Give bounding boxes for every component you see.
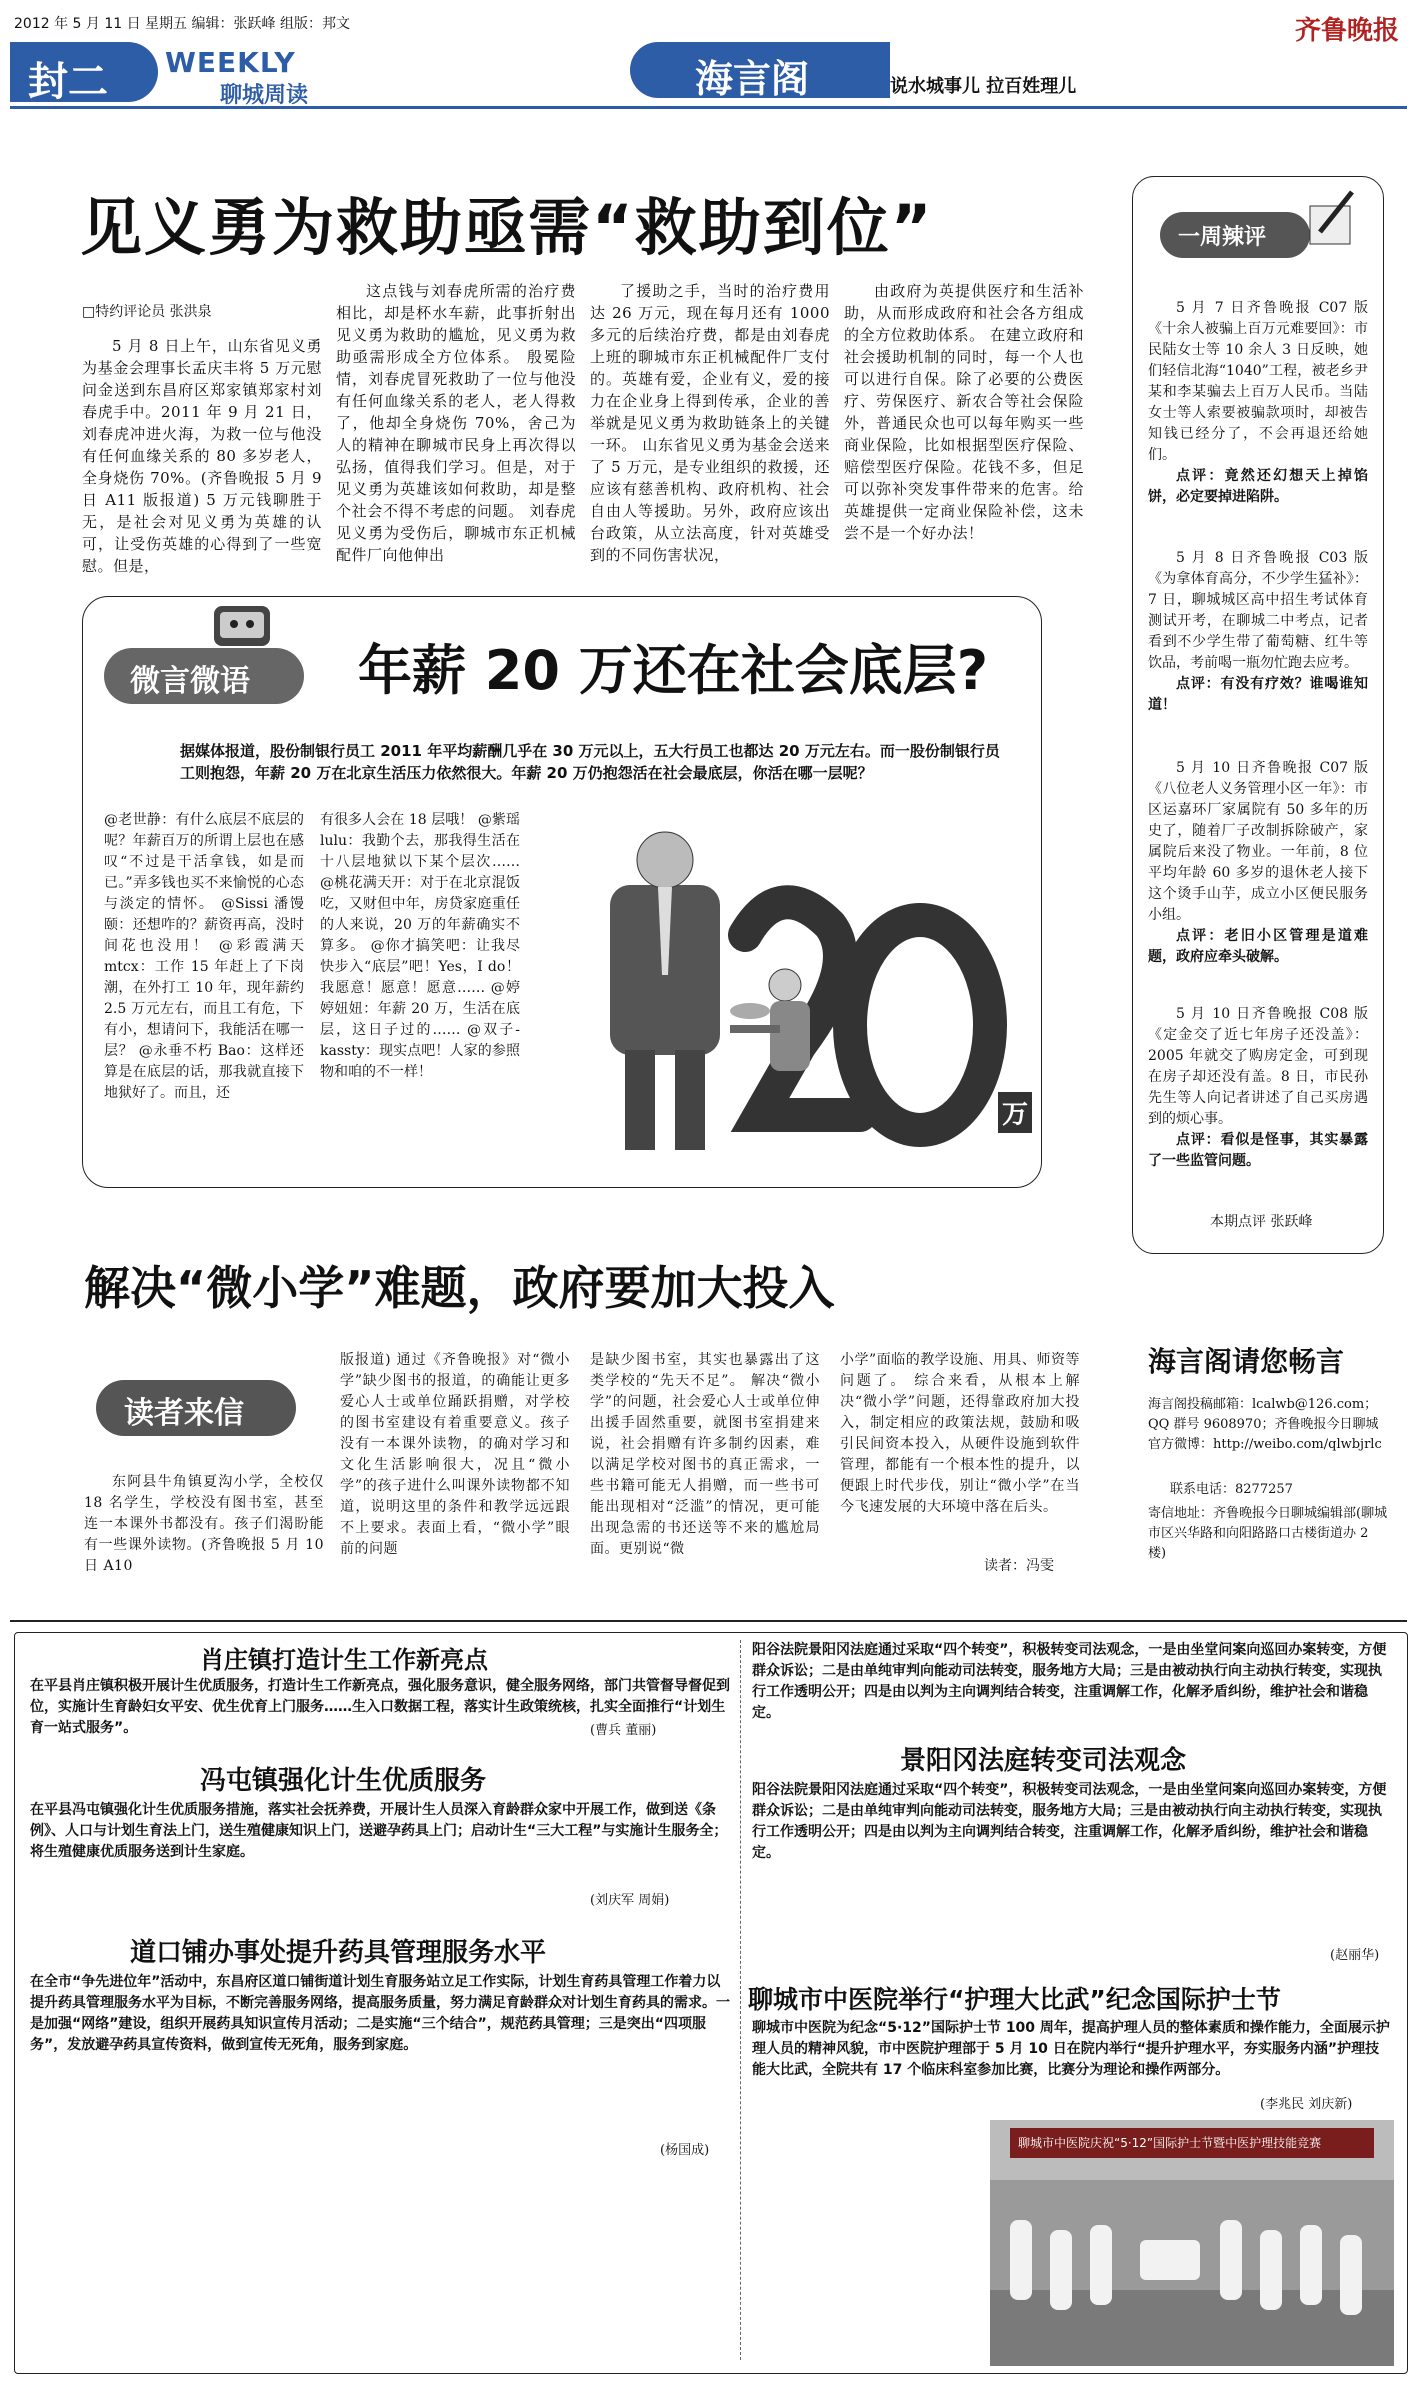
- bottom-h5: 聊城市中医院举行“护理大比武”纪念国际护士节: [748, 1985, 1281, 2014]
- bottom-h5-author: (李兆民 刘庆新): [1260, 2097, 1353, 2112]
- main-article-col1: 5 月 8 日上午，山东省见义勇为基金会理事长孟庆丰将 5 万元慰问金送到东昌府区郑家镇郑家村刘春虎手中。2011 年 9 月 21 日，刘春虎冲进火海，为救一位与他没有任何血缘关系的 80 多岁老人，全身烧伤 70%。(齐鲁晚报 5 月 9 日 A11 版报道) 5 万元钱聊胜于无，是社会对见义勇为英雄的认可，让受伤英雄的心得到了一些宽慰。但是，: [82, 337, 322, 575]
- bottom-h5-text: 聊城市中医院为纪念“5·12”国际护士节 100 周年，提高护理人员的整体素质和操作能力，全面展示护理人员的精神风貌，市中医院护理部于 5 月 10 日在院内举行“提升护理水平，夯实服务内涵”护理技能大比武，全院共有 17 个临床科室参加比赛，比赛分为理论和操作两部分。: [752, 2020, 1390, 2078]
- header-meta: 2012 年 5 月 11 日 星期五 编辑：张跃峰 组版：邦文: [14, 16, 350, 32]
- nurses-photo: [990, 2120, 1394, 2366]
- school-article-col3: 是缺少图书室，其实也暴露出了这类学校的“先天不足”。 解决“微小学”的问题，社会爱心人士或单位伸出援手固然重要，就图书室捐建来说，社会捐赠有许多制约因素，难以满足学校对图书的真正需求，一些书籍可能无人捐赠，而一些书可能出现相对“泛滥”的情况，更可能出现急需的书还送等不来的尴尬局面。更别说“微: [590, 1352, 820, 1557]
- bottom-h4-text: 阳谷法院景阳冈法庭通过采取“四个转变”，积极转变司法观念，一是由坐堂问案向巡回办案转变，方便群众诉讼；二是由单纯审判向能动司法转变，服务地方大局；三是由被动执行向主动执行转变，实现执行工作透明公开；四是由以判为主向调判结合转变，注重调解工作，化解矛盾纠纷，维护社会和谐稳定。: [752, 1642, 1387, 1721]
- bottom-h4: 景阳冈法庭转变司法观念: [900, 1746, 1187, 1776]
- weibo-lead: 据媒体报道，股份制银行员工 2011 年平均薪酬几乎在 30 万元以上，五大行员工也都达 20 万元左右。而一股份制银行员工则抱怨，年薪 20 万在北京生活压力依然很大。年薪 20 万仍抱怨活在社会最底层，你活在哪一层呢？: [180, 742, 1000, 782]
- bottom-h1-author: (曹兵 董丽): [590, 1723, 657, 1738]
- school-article-author: 读者：冯雯: [984, 1558, 1054, 1574]
- bottom-h2: 冯屯镇强化计生优质服务: [200, 1766, 487, 1796]
- weekly-comment-4-remark: 点评：看似是怪事，其实暴露了一些监管问题。: [1148, 1132, 1368, 1169]
- weekly-sub: 聊城周读: [220, 83, 309, 108]
- weekly-comment-2-text: 5 月 8 日齐鲁晚报 C03 版《为拿体育高分，不少学生猛补》：7 日，聊城城区高中招生考试体育测试开考，在聊城二中考点，记者看到不少学生带了葡萄糖、红牛等饮品，考前喝一瓶勿忙跑去应考。: [1148, 550, 1368, 671]
- nurses-photo-graphic: [990, 2180, 1394, 2366]
- contribute-title: 海言阁请您畅言: [1148, 1345, 1345, 1378]
- bottom-h1-text: 在平县肖庄镇积极开展计生优质服务，打造计生工作新亮点，强化服务意识，健全服务网络，部门共管督导督促到位，实施计生育龄妇女平安、优生优育上门服务……生入口数据工程，落实计生政策统核，扎实全面推行“计划生育一站式服务”。: [30, 1678, 730, 1736]
- illustration-unit: 万: [998, 1092, 1032, 1133]
- section-banner: [10, 38, 340, 108]
- weekly-comment-4: [1148, 1004, 1368, 1172]
- weekly-comments-editor: 本期点评 张跃峰: [1210, 1214, 1313, 1230]
- page-divider: [10, 1620, 1407, 1622]
- main-article-col2: 这点钱与刘春虎所需的治疗费相比，却是杯水车薪，此事折射出见义勇为救助的尴尬，见义勇为救助亟需形成全方位体系。 殷冕险情，刘春虎冒死救助了一位与他没有任何血缘关系的老人，老人得救了，他却全身烧伤 70%，舍己为人的精神在聊城市民身上再次得以弘扬，值得我们学习。但是，对于见义勇为英雄该如何救助，却是整个社会不得不考虑的问题。 刘春虎见义勇为受伤后，聊城市东正机械配件厂向他伸出: [336, 282, 576, 564]
- bottom-h4-text-cont: 阳谷法院景阳冈法庭通过采取“四个转变”，积极转变司法观念，一是由坐堂问案向巡回办案转变，方便群众诉讼；二是由单纯审判向能动司法转变，服务地方大局；三是由被动执行向主动执行转变，实现执行工作透明公开；四是由以判为主向调判结合转变，注重调解工作，化解矛盾纠纷，维护社会和谐稳定。: [752, 1782, 1387, 1861]
- illustration-man-woman-20: [530, 815, 1020, 1160]
- weibo-col2: 有很多人会在 18 层哦！ @紫瑶 lulu：我勤个去，那我得生活在十八层地狱以下某个层次…… @桃花满天开：对于在北京混饭吃，又财但中年，房贷家庭重任的人来说，20 万的年薪确实不算多。 @你才搞笑吧：让我尽快步入“底层”吧！Yes，I do！我愿意！愿意！愿意…… @婷婷妞妞：年薪 20 万，生活在底层，这日子过的…… @双子-kassty：现实点吧！人家的参照物和咱的不一样！: [320, 812, 520, 1080]
- weekly-comment-1: [1148, 298, 1368, 508]
- weibo-illustration: [530, 815, 1020, 1160]
- weekly-comments-label: 一周辣评: [1178, 225, 1267, 250]
- column-tagline: 说水城事儿 拉百姓理儿: [890, 76, 1077, 97]
- weekly-comment-1-text: 5 月 7 日齐鲁晚报 C07 版《十余人被骗上百万元难要回》：市民陆女士等 10 余人 3 日反映，她们轻信北海“1040”工程，被老乡尹某和李某骗去上百万人民币。当陆女士等人索要被骗款项时，却被告知钱已经分了，不会再退还给她们。: [1148, 300, 1368, 463]
- weibo-col1: @老世静：有什么底层不底层的呢？年薪百万的所谓上层也在感叹“不过是干活拿钱，如是而已。”弄多钱也买不来愉悦的心态与淡定的情怀。 @Sissi 潘馒颐：还想咋的？薪资再高，没时间花也没用！ @彩霞满天 mtcx：工作 15 年赶上了下岗潮，在外打工 10 年，现年薪约 2.5 万元左右，而且工有危，下有小，想请问下，我能活在哪一层？ @永垂不朽 Bao：这样还算是在底层的话，那我就直接下地狱好了。而且，还: [104, 812, 304, 1101]
- weekly-comment-2: [1148, 548, 1368, 716]
- weekly-comment-4-text: 5 月 10 日齐鲁晚报 C08 版《定金交了近七年房子还没盖》：2005 年就交了购房定金，可到现在房子却还没有盖。8 日，市民孙先生等人向记者讲述了自己买房遇到的烦心事。: [1148, 1006, 1368, 1127]
- weibo-badge-label: 微言微语: [130, 664, 250, 699]
- pen-icon: [1300, 186, 1360, 250]
- main-article-col4: 由政府为英提供医疗和生活补助，从而形成政府和社会各方组成的全方位救助体系。 在建立政府和社会援助机制的同时，每一个人也可以进行自保。除了必要的公费医疗、劳保医疗、新农合等社会保险外，普通民众也可以每年购买一些商业保险，比如根据型医疗保险、赔偿型医疗保险。花钱不多，但足可以弥补突发事件带来的危害。给英雄提供一定商业保险补偿，这未尝不是一个好办法！: [844, 282, 1084, 542]
- school-article-col4: 小学”面临的教学设施、用具、师资等问题了。 综合来看，从根本上解决“微小学”问题，还得靠政府加大投入，制定相应的政策法规，鼓励和吸引民间资本投入，从硬件设施到软件管理，都能有一个根本性的提升，以便跟上时代步伐，别让“微小学”在当今飞速发展的大环境中落在后头。: [840, 1352, 1080, 1515]
- main-article-title: 见义勇为救助亟需“救助到位”: [80, 191, 934, 264]
- weibo-title: 年薪 20 万还在社会底层?: [358, 639, 989, 702]
- tv-icon: [214, 606, 270, 646]
- readers-letter-label: 读者来信: [124, 1396, 244, 1431]
- contribute-line-3: 寄信地址：齐鲁晚报今日聊城编辑部(聊城市区兴华路和向阳路路口古楼街道办 2 楼): [1148, 1506, 1388, 1561]
- school-article-col2: 版报道) 通过《齐鲁晚报》对“微小学”缺少图书的报道，的确能让更多爱心人士或单位踊跃捐赠，对学校的图书室建设有着重要意义。孩子没有一本课外读物，的确对学习和文化生活影响很大，况且“微小学”的孩子进什么叫课外读物都不知道，说明这里的条件和教学远远跟不上要求。表面上看，“微小学”眼前的问题: [340, 1352, 570, 1557]
- bottom-h1: 肖庄镇打造计生工作新亮点: [200, 1646, 488, 1674]
- weekly-comment-1-remark: 点评：竟然还幻想天上掉馅饼，必定要掉进陷阱。: [1148, 468, 1368, 505]
- school-article-col1: 东阿县牛角镇夏沟小学，全校仅 18 名学生，学校没有图书室，甚至连一本课外书都没有。孩子们渴盼能有一些课外读物。(齐鲁晚报 5 月 10 日 A10: [84, 1474, 324, 1574]
- bottom-h3-text: 在全市“争先进位年”活动中，东昌府区道口铺街道计划生育服务站立足工作实际，计划生育药具管理工作着力以提升药具管理服务水平为目标，不断完善服务网络，提高服务质量，努力满足育龄群众对计划生育药具的需求。一是加强“网络”建设，组织开展药具知识宣传月活动；二是实施“三个结合”，规范药具管理；三是突出“四项服务”，发放避孕药具宣传资料，做到宣传无死角，服务到家庭。: [30, 1974, 730, 2053]
- weekly-comment-2-remark: 点评：有没有疗效？谁喝谁知道！: [1148, 676, 1368, 713]
- bottom-h2-author: (刘庆军 周娟): [590, 1893, 670, 1908]
- weekly-comment-3-remark: 点评：老旧小区管理是道难题，政府应牵头破解。: [1148, 928, 1368, 965]
- tv-icon-graphic: [214, 606, 270, 646]
- contribute-line-1: 海言阁投稿邮箱：lcalwb@126.com；QQ 群号 9608970；齐鲁晚报今日聊城官方微博：http://weibo.com/qlwbjrlc: [1148, 1397, 1382, 1452]
- contribute-line-2: 联系电话：8277257: [1170, 1482, 1293, 1497]
- header-rule: [10, 106, 1407, 109]
- pen-icon-graphic: [1300, 186, 1360, 250]
- bottom-h2-text: 在平县冯屯镇强化计生优质服务措施，落实社会抚养费，开展计生人员深入育龄群众家中开展工作，做到送《条例》、人口与计划生育法上门，送生殖健康知识上门，送避孕药具上门；启动计生“三大工程”与实施计生服务全；将生殖健康优质服务送到计生家庭。: [30, 1802, 728, 1860]
- photo-banner-text: 聊城市中医院庆祝“5·12”国际护士节暨中医护理技能竞赛: [1018, 2136, 1322, 2150]
- bottom-separator: [740, 1640, 741, 2360]
- weekly-comment-3-text: 5 月 10 日齐鲁晚报 C07 版《八位老人义务管理小区一年》：市区运嘉环厂家属院有 50 多年的历史了，随着厂子改制拆除破产，家属院后来没了物业。一年前，8 位平均年龄 60 多岁的退休老人接下这个烫手山芋，成立小区便民服务小组。: [1148, 760, 1368, 923]
- school-article-title: 解决“微小学”难题，政府要加大投入: [84, 1261, 835, 1315]
- bottom-h3: 道口铺办事处提升药具管理服务水平: [130, 1938, 547, 1968]
- weekly-label: WEEKLY: [165, 46, 296, 79]
- main-article-col3: 了援助之手，当时的治疗费用达 26 万元，现在每月还有 1000 多元的后续治疗费，都是由刘春虎上班的聊城市东正机械配件厂支付的。英雄有爱，企业有义，爱的接力在企业身上得到传承，企业的善举就是见义勇为救助链条上的关键一环。 山东省见义勇为基金会送来了 5 万元，是专业组织的救援，还应该有慈善机构、政府机构、社会自由人等援助。另外，政府应该出台政策，从立法高度，针对英雄受到的不同伤害状况，: [590, 282, 830, 564]
- section-label: 封二: [28, 59, 108, 105]
- bottom-h4-author: (赵丽华): [1330, 1948, 1380, 1963]
- weekly-comment-3: [1148, 758, 1368, 968]
- bottom-h3-author: (杨国成): [660, 2143, 710, 2158]
- main-article-byline: □特约评论员 张洪泉: [82, 304, 212, 320]
- column-title: 海言阁: [695, 57, 810, 101]
- newspaper-logo: 齐鲁晚报: [1294, 16, 1399, 46]
